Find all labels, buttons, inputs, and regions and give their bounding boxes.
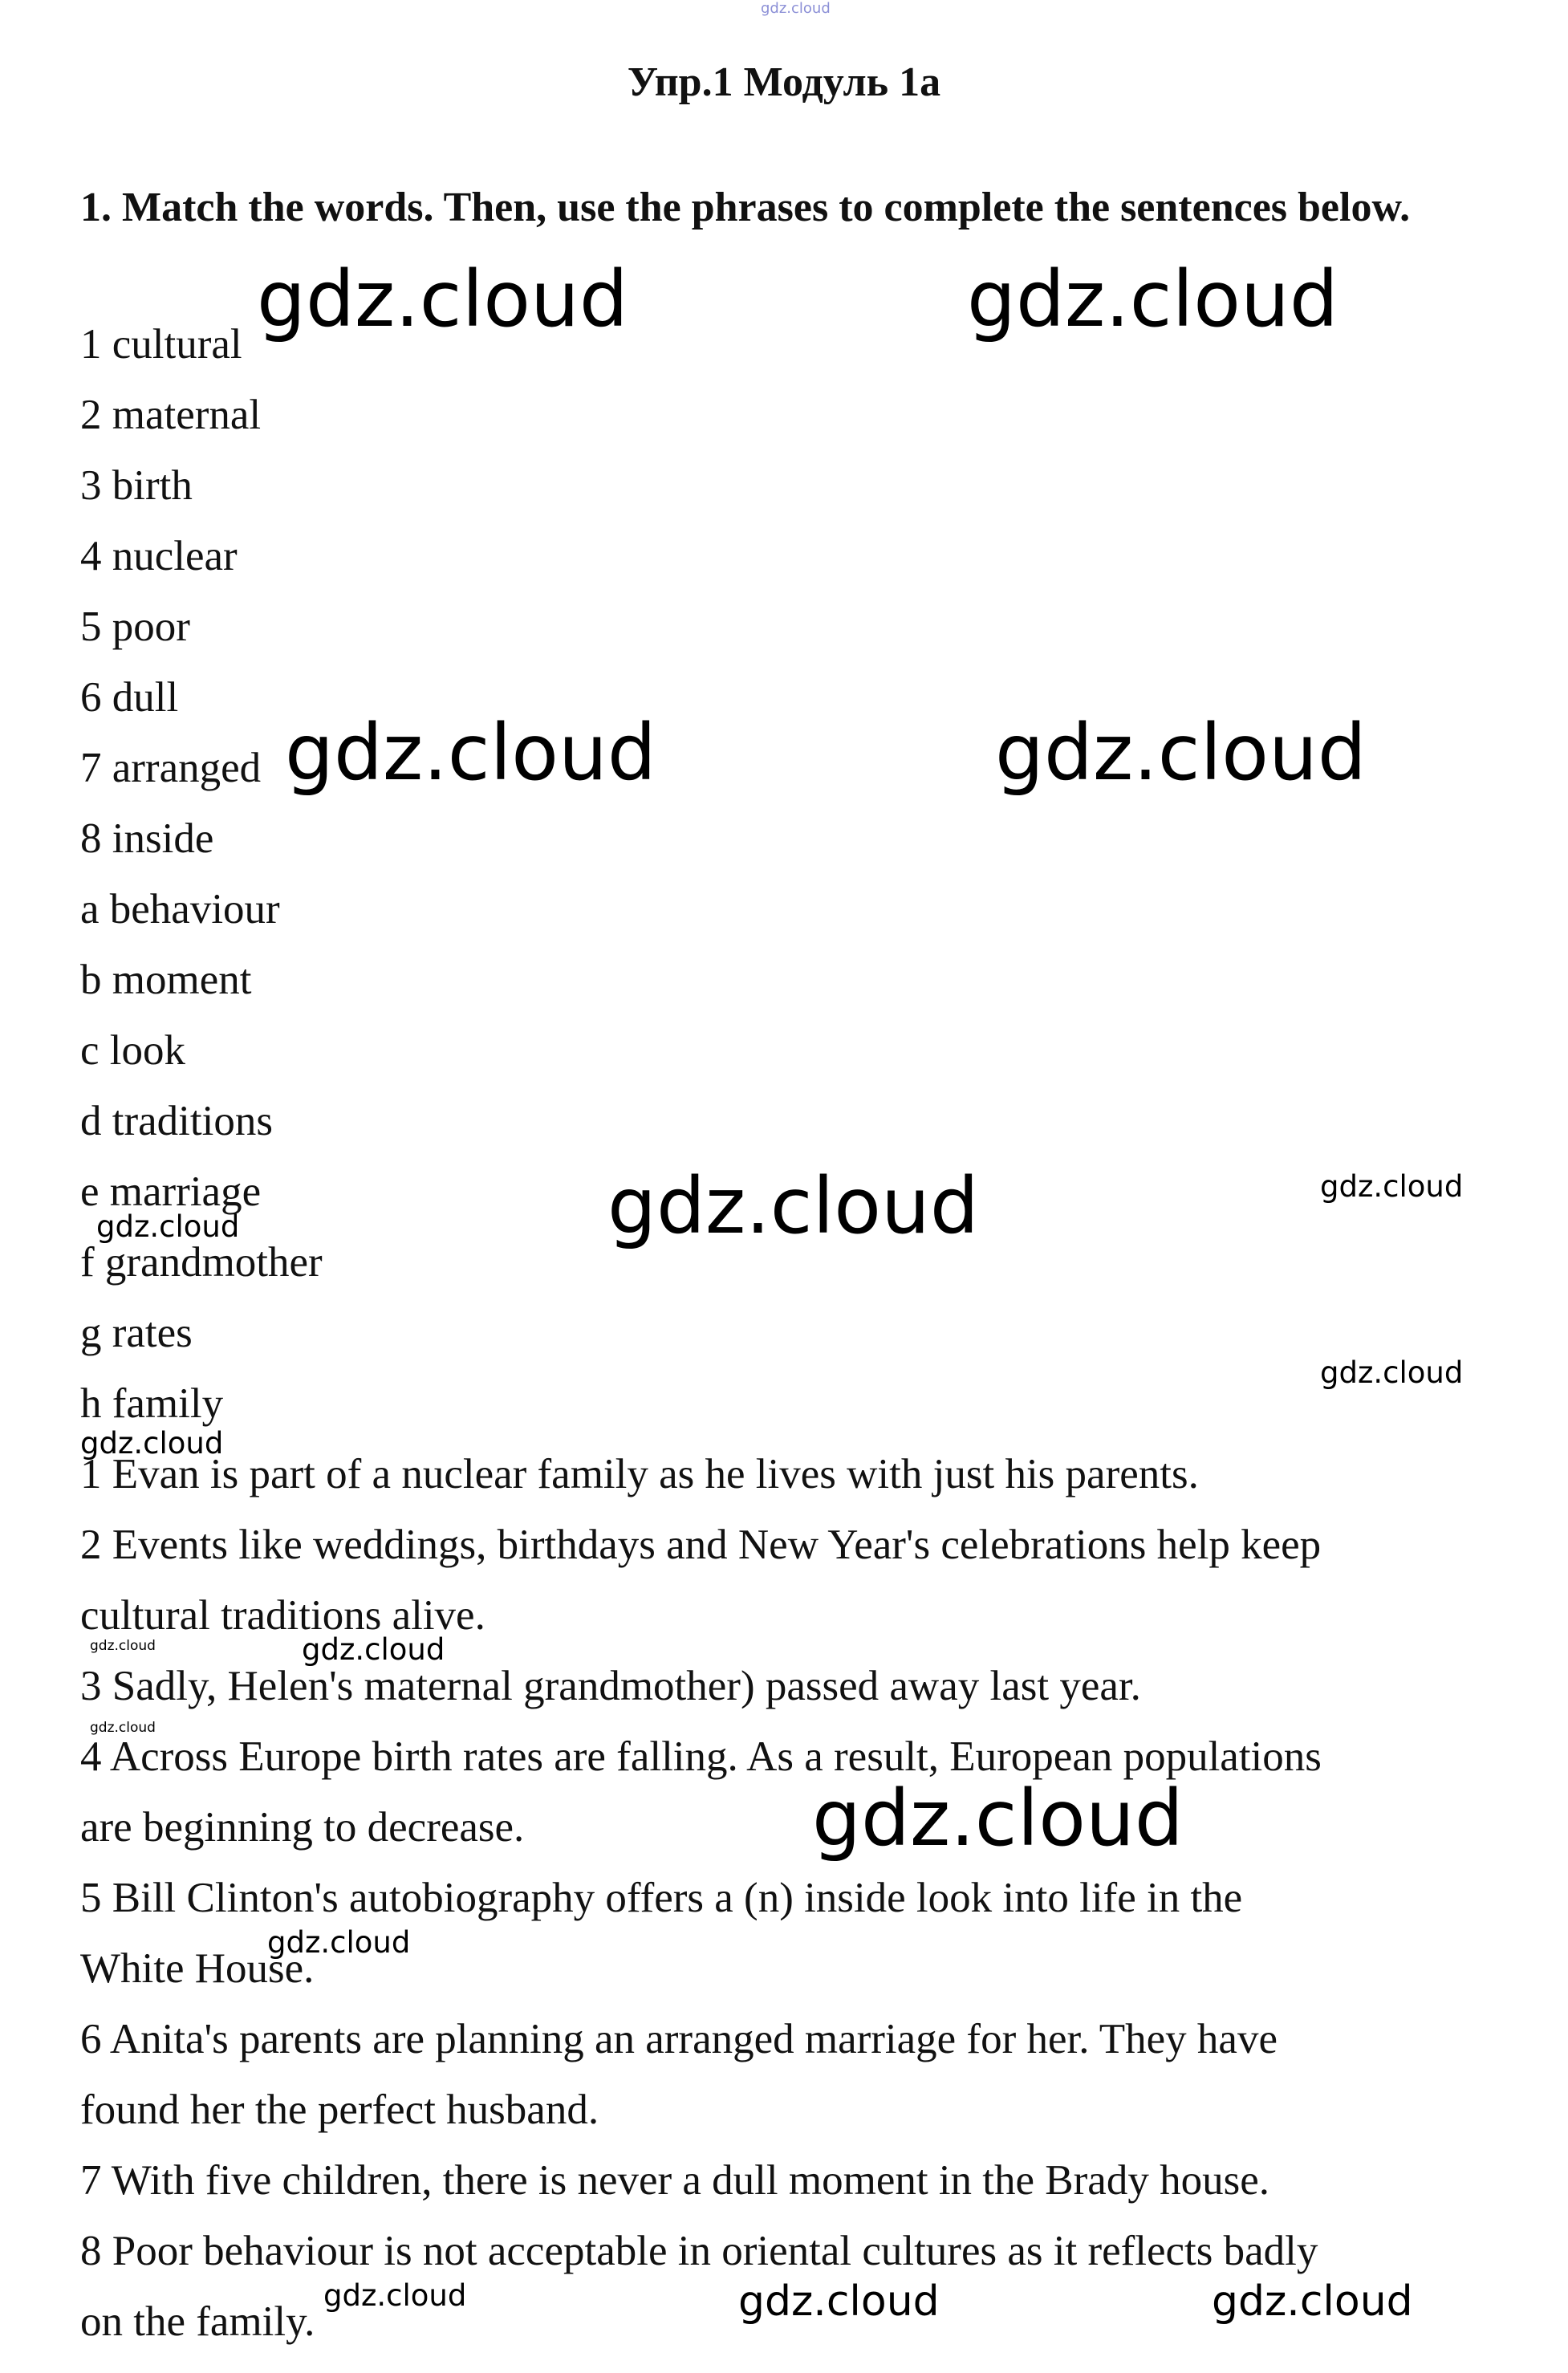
watermark: gdz.cloud [323,2278,467,2313]
watermark: gdz.cloud [80,1426,224,1461]
watermark: gdz.cloud [607,1161,979,1251]
watermark: gdz.cloud [1320,1169,1464,1204]
left-word: 4 nuclear [80,533,238,579]
right-word: d traditions [80,1098,273,1144]
sentence-line: 5 Bill Clinton's autobiography offers a (n) inside look into life in the [80,1875,1243,1921]
left-word: 5 poor [80,603,190,650]
watermark: gdz.cloud [995,708,1367,798]
sentence-line: are beginning to decrease. [80,1804,525,1851]
sentence-line: 1 Evan is part of a nuclear family as he lives with just his parents. [80,1451,1199,1497]
sentence-line: cultural traditions alive. [80,1592,485,1639]
watermark: gdz.cloud [90,1638,156,1654]
watermark: gdz.cloud [738,2278,940,2326]
left-word: 1 cultural [80,321,242,368]
left-word: 6 dull [80,674,179,721]
sentence-line: 8 Poor behaviour is not acceptable in oriental cultures as it reflects badly [80,2228,1318,2274]
right-word: e marriage [80,1168,262,1215]
left-word: 3 birth [80,462,193,509]
watermark: gdz.cloud [267,1925,411,1960]
watermark: gdz.cloud [96,1209,240,1244]
left-word: 2 maternal [80,392,262,438]
sentence-line: 7 With five children, there is never a dull moment in the Brady house. [80,2157,1269,2204]
watermark: gdz.cloud [967,254,1338,344]
sentence-line: 2 Events like weddings, birthdays and New Year's celebrations help keep [80,1522,1322,1568]
right-word: a behaviour [80,886,280,933]
top-watermark: gdz.cloud [761,0,831,17]
sentence-line: 3 Sadly, Helen's maternal grandmother) passed away last year. [80,1663,1141,1709]
watermark: gdz.cloud [257,254,628,344]
sentence-line: White House. [80,1945,315,1992]
left-word: 8 inside [80,815,214,862]
sentence-line: 4 Across Europe birth rates are falling. As a result, European populations [80,1733,1322,1780]
left-word: 7 arranged [80,745,262,791]
sentence-line: on the family. [80,2298,315,2345]
right-word: g rates [80,1310,193,1356]
watermark: gdz.cloud [302,1632,445,1667]
instruction-text: 1. Match the words. Then, use the phrases to complete the sentences below. [80,185,1411,230]
watermark: gdz.cloud [285,708,656,798]
right-word: c look [80,1027,185,1074]
watermark: gdz.cloud [1320,1355,1464,1390]
watermark: gdz.cloud [90,1720,156,1736]
right-word: b moment [80,957,252,1003]
sentence-line: 6 Anita's parents are planning an arranged marriage for her. They have [80,2016,1278,2062]
watermark: gdz.cloud [812,1774,1184,1863]
page-title: Упр.1 Модуль 1a [627,59,941,105]
right-word: f grandmother [80,1239,323,1286]
right-word: h family [80,1380,224,1427]
sentence-line: found her the perfect husband. [80,2087,599,2133]
watermark: gdz.cloud [1212,2278,1413,2326]
